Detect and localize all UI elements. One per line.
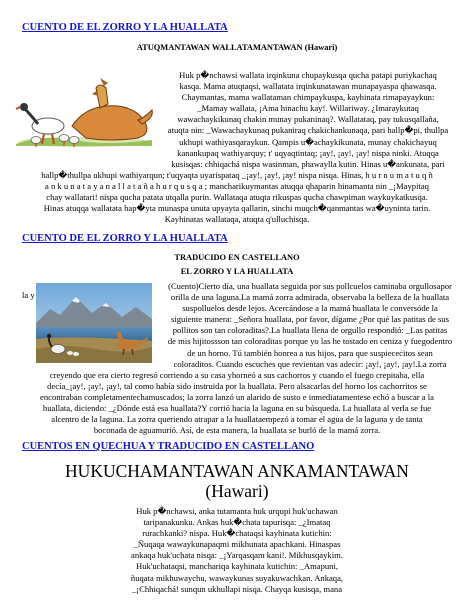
castellano-story-text-bottom — [6, 370, 468, 437]
text-line: wawachaykikunaq chakin munay pukaninaq?. Wallatataq, pay tukusqallaña, — [177, 114, 439, 125]
text-line: kanankupaq wathiyarquy; t' uqyaqtintaq; ¡ay!, ¡ay!, ¡ay! nispa ninki. Atuqqa — [177, 147, 439, 158]
text-line: atuqta nin: _Wawachaykunaq pukaniraq chakichankunaqa, pari hallp�pi, thullpa — [167, 125, 449, 136]
text-line: ñuqata mikhuwaychu, wawaykunas suyakuwachkan. Ankaqa, — [130, 572, 344, 583]
text-line: (Cuento)Cierto día, una huallata seguida por sus pollcuelos caminaba orgullosapor — [168, 281, 452, 291]
text-line: Kayhinatas wallataqa, atuqta q'ulluchisqa. — [164, 214, 310, 225]
text-line: encontraban completamentechamuscados; la zorra lanzó un alarido de susto e inmediatamentese echó a buscar a la — [40, 392, 434, 403]
text-line: siguiente manera: _Señora huallata, por favor, dígame ¿Por qué las patitas de sus — [171, 314, 449, 325]
lake-landscape-photo — [36, 283, 152, 363]
text-line: Chaymantas, mama wallataman chimpaykuspa, kayhinata rimapayaykun: — [181, 92, 435, 103]
story-title-castellano: EL ZORRO Y LA HUALLATA — [180, 267, 294, 276]
text-line: boconada de aguamurió. Así, de esta manera, la huallata se burló de la mamá zorra. — [93, 425, 381, 436]
text-line: Hinas atuqqa wallatata hap�yta munaspa unuta upyayta qallarin, sinchi muqch�qanmantas wa�uyninta tarin. — [43, 203, 431, 214]
text-line: suspolluelos desde lejos. Acercándose a la mamá huallata le conversóde la — [182, 303, 438, 314]
text-line: coloraditos. Cuando escuches que revientan vas adecir: ¡ay!, ¡ay!, ¡ay!.La zorra — [173, 358, 447, 369]
text-line: de un horno. Tú también honrea a tus hijos, para que suspiececitos sean — [187, 347, 433, 358]
text-line: hallp�thullpa ukhupi wathiyarqun; t'uqyaqta uyarispataq _¡ay!, ¡ay!, ¡ay! nispa nisqa. Hinas, h u r n u m a t u q ñ — [41, 170, 433, 180]
text-line: ukhupi wathiyasqaraykun. Qampis u�achaykikunata, munay chakichayuq — [179, 136, 437, 147]
text-line: _Mamay wallata, ¡Ama hinachu kay!. Willariway. ¿Imaraykutaq — [197, 103, 419, 114]
text-line: de mis hijitossson tan coloraditas porque yo las he tostado en ceniza y fuegodentro — [167, 336, 453, 347]
text-line: decía_¡ay!, ¡ay!, ¡ay!, tal como había sido instruida por la huallata. Pero alsacarlas del horno los cachorritos se — [47, 381, 427, 392]
stray-text-fragment: la y — [22, 290, 35, 300]
text-line: Huk'uchataqsi, manchariqa kayhinata kutichin: _Amapuni, — [135, 561, 338, 572]
section-heading-cuentos-quechua-castellano[interactable]: CUENTOS EN QUECHUA Y TRADUCIDO EN CASTELLANO — [22, 441, 315, 452]
text-line: kusisqas: chhiqachá nispa wasinman, phawaylla kutin. Hinas u�ankunata, pari — [171, 158, 445, 169]
castellano-story-text-top — [152, 281, 468, 370]
story-subtitle-quechua: ATUQMANTAWAN WALLATAMANTAWAN (Hawari) — [136, 43, 338, 52]
text-line: alcentro de la laguna. La zorra queriendo atrapar a la huallataempezó a tomar el agua de la laguna y de tanta — [51, 414, 423, 425]
section-heading-zorro-huallata-translation[interactable]: CUENTO DE EL ZORRO Y LA HUALLATA — [22, 233, 228, 244]
text-line: _¡Chhiqachá! sunqun ukhullapi nisqa. Chayqa kusisqa, mana — [131, 583, 343, 594]
story-title-hukuchamantawan: HUKUCHAMANTAWAN ANKAMANTAWAN — [65, 461, 409, 481]
section-heading-zorro-huallata[interactable]: CUENTO DE EL ZORRO Y LA HUALLATA — [22, 22, 228, 33]
text-line: pollitos son tan coloraditas?.La huallata llena de orgullo respondió: _Las patitas — [172, 325, 448, 336]
translation-label: TRADUCIDO EN CASTELLANO — [174, 253, 300, 262]
quechua-story-text-top — [150, 70, 466, 170]
text-line: taripanakunku. Ankas huk�chata tapurisqa: _¿Imataq — [143, 517, 331, 528]
text-line: a n k u n a t a y a n a l l a t a ñ a h u r q u s q a ; mancharikuymantas atuqqa qhaparin hinamanta nin _¡Maypitaq — [45, 181, 429, 192]
story-title-hawari: (Hawari) — [205, 481, 269, 501]
text-line: kasqa. Mama atuqtaqsi, wallatata irqinkunatawan munapayaspa qhawasqa. — [179, 81, 437, 92]
text-line: chay wallatari! nispa qucha patata utqalla purin. Wallataqa atuqta rikuspas qucha chawpiman waykuykatkusqa. — [46, 192, 428, 203]
text-line: orilla de una laguna.La mamá zorra admirada, observaba la belleza de la huallata — [170, 292, 450, 303]
text-line: Huk p�nchawsi wallata irqinkuna chupaykusqa qucha patapi puriykachaq — [179, 70, 437, 80]
text-line: creyendo que era cierto regresó corriendo a su casa yhorneó a sus cachorros y cuando el fuego crepitaba, ella — [49, 370, 425, 380]
quechua-story-2-text — [40, 506, 434, 595]
text-line: ankaqa huk'uchata nisqa: _¡Yarqasqam kani!. Mikhusqaykim. — [131, 550, 343, 561]
fox-and-huallata-illustration — [14, 74, 154, 150]
quechua-story-text-bottom — [6, 170, 468, 225]
text-line: _Ñuqaqa wawaykunapaqmi mikhunata apachkani. Hinaspas — [133, 539, 341, 550]
text-line: Huk p�nchawsi, anka tutamanta huk urqupi huk'uchawan — [136, 506, 338, 516]
text-line: rurachkanki? nispa. Huk�chataqsi kayhinata kutichin: — [142, 528, 332, 539]
text-line: huallata, diciendo: _¿Dónde está esa huallata?Y corrió hacia la laguna en su búsqueda. La huallata al verla se fue — [42, 403, 432, 414]
